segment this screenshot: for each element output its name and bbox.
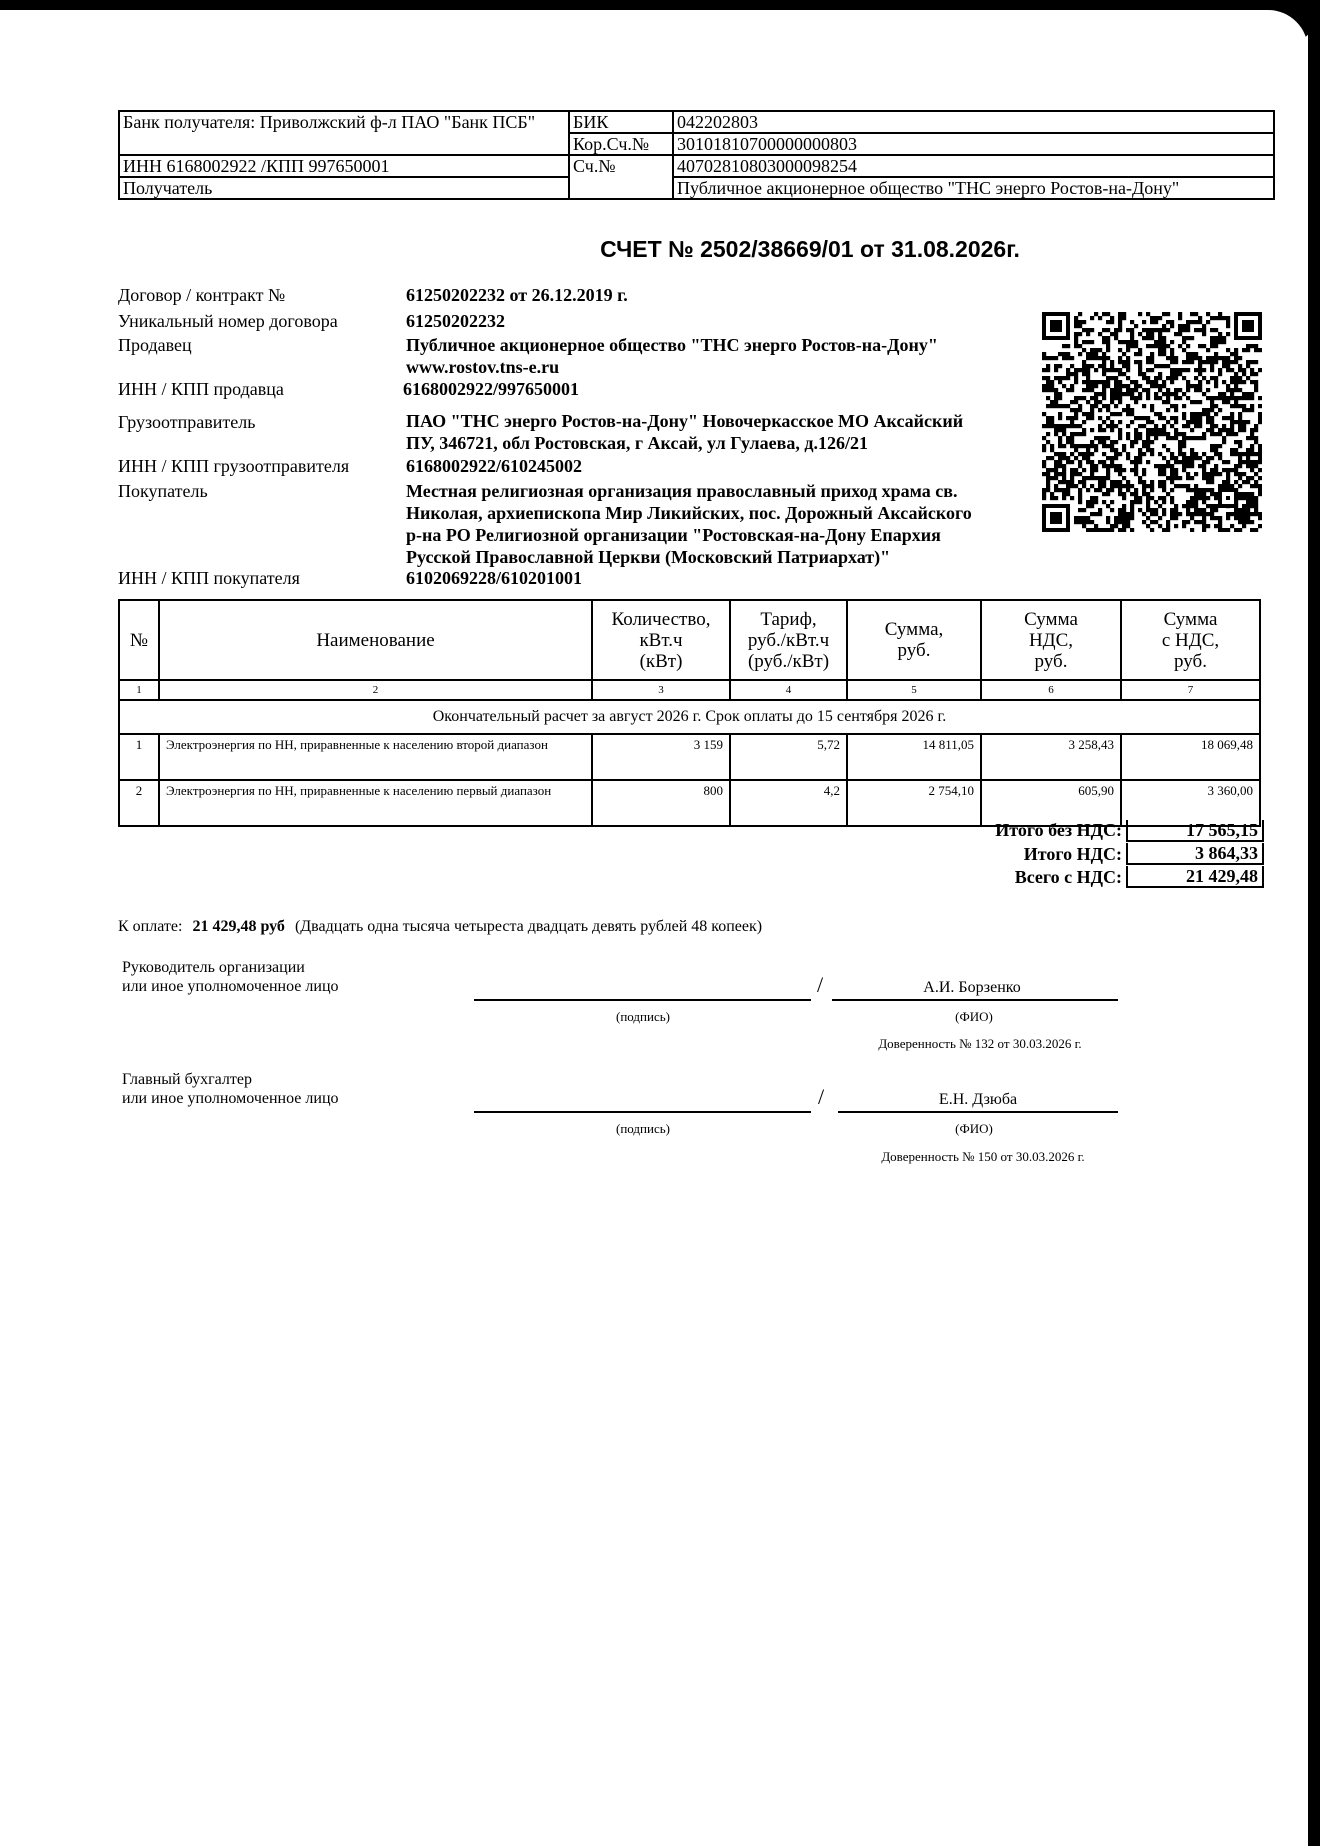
shipper-inn-value: 6168002922/610245002 [406, 456, 583, 476]
fio-caption: (ФИО) [955, 1121, 993, 1136]
column-number: 6 [981, 680, 1121, 700]
account-label: Сч.№ [569, 155, 673, 177]
recipient-value: Публичное акционерное общество "ТНС энерго Ростов-на-Дону" [673, 177, 1274, 199]
row-sum: 2 754,10 [847, 780, 981, 826]
header-quantity-line: Количество, [611, 608, 711, 630]
seller-inn-value: 6168002922/997650001 [403, 379, 580, 399]
director-title-line: или иное уполномоченное лицо [122, 978, 339, 995]
buyer-line-1: Местная религиозная организация православный приход храма св. [406, 481, 958, 501]
row-number: 2 [119, 780, 159, 826]
buyer-inn-label: ИНН / КПП покупателя [118, 568, 300, 588]
row-name: Электроэнергия по НН, приравненные к населению второй диапазон [159, 734, 592, 780]
header-total-line: руб. [1174, 650, 1207, 672]
accountant-signature-line [474, 1111, 811, 1113]
header-sum [847, 600, 981, 680]
row-vat: 3 258,43 [981, 734, 1121, 780]
row-total: 3 360,00 [1121, 780, 1260, 826]
recipient-label: Получатель [119, 177, 569, 199]
director-signature-line [474, 999, 811, 1001]
payment-label: К оплате: [118, 918, 183, 935]
total-no-vat-value: 17 565,15 [1126, 820, 1264, 842]
director-fio: А.И. Борзенко [923, 979, 1021, 996]
seller-label: Продавец [118, 335, 192, 355]
buyer-inn-value: 6102069228/610201001 [406, 568, 583, 588]
seller-value: Публичное акционерное общество "ТНС энерго Ростов-на-Дону" [406, 335, 938, 355]
korr-value: 30101810700000000803 [673, 133, 1274, 155]
director-title [122, 958, 339, 996]
accountant-title-line: или иное уполномоченное лицо [122, 1090, 339, 1107]
payment-line [118, 918, 762, 936]
director-proxy: Доверенность № 132 от 30.03.2026 г. [878, 1036, 1082, 1051]
payment-words: (Двадцать одна тысяча четыреста двадцать девять рублей 48 копеек) [294, 918, 763, 935]
contract-value: 61250202232 от 26.12.2019 г. [406, 285, 628, 305]
header-tariff-line: руб./кВт.ч [747, 629, 830, 651]
buyer-label: Покупатель [118, 481, 208, 501]
buyer-line-4: Русской Православной Церкви (Московский Патриархат)" [406, 547, 891, 567]
column-number: 3 [592, 680, 730, 700]
header-name: Наименование [159, 600, 592, 680]
qr-code-image [1042, 312, 1262, 532]
fio-caption: (ФИО) [955, 1009, 993, 1024]
seller-site: www.rostov.tns-e.ru [406, 357, 560, 377]
row-quantity: 800 [592, 780, 730, 826]
total-vat-value: 3 864,33 [1126, 843, 1264, 865]
column-number: 7 [1121, 680, 1260, 700]
row-tariff: 4,2 [730, 780, 847, 826]
payment-amount: 21 429,48 руб [192, 918, 285, 935]
row-number: 1 [119, 734, 159, 780]
header-quantity-line: (кВт) [639, 650, 683, 672]
header-total-line: с НДС, [1161, 629, 1220, 651]
section-title: Окончательный расчет за август 2026 г. Срок оплаты до 15 сентября 2026 г. [119, 700, 1260, 734]
accountant-title [122, 1070, 339, 1108]
header-tariff-line: Тариф, [760, 608, 817, 630]
accountant-title-line: Главный бухгалтер [122, 1071, 252, 1088]
items-table [118, 599, 1261, 827]
buyer-line-2: Николая, архиепископа Мир Ликийских, пос. Дорожный Аксайского [406, 503, 972, 523]
screen-frame-right [1308, 0, 1320, 1846]
header-sum-line: Сумма, [884, 619, 944, 640]
accountant-proxy: Доверенность № 150 от 30.03.2026 г. [881, 1149, 1085, 1164]
header-vat [981, 600, 1121, 680]
header-vat-line: Сумма [1024, 608, 1078, 630]
shipper-line-2: ПУ, 346721, обл Ростовская, г Аксай, ул Гулаева, д.126/21 [406, 433, 868, 453]
row-sum: 14 811,05 [847, 734, 981, 780]
total-all-label: Всего с НДС: [1014, 867, 1122, 887]
column-number: 5 [847, 680, 981, 700]
shipper-line-1: ПАО "ТНС энерго Ростов-на-Дону" Новочеркасское МО Аксайский [406, 411, 964, 431]
accountant-fio-line [838, 1111, 1118, 1113]
director-title-line: Руководитель организации [122, 959, 305, 976]
bik-label: БИК [569, 111, 673, 133]
header-quantity-line: кВт.ч [639, 629, 683, 651]
accountant-fio: Е.Н. Дзюба [938, 1091, 1018, 1108]
inn-kpp: ИНН 6168002922 /КПП 997650001 [119, 155, 569, 177]
row-vat: 605,90 [981, 780, 1121, 826]
korr-label: Кор.Сч.№ [569, 133, 673, 155]
header-total [1121, 600, 1260, 680]
separator-slash: / [817, 972, 824, 997]
total-vat-label: Итого НДС: [1023, 844, 1122, 864]
header-total-line: Сумма [1163, 608, 1218, 630]
header-sum-line: руб. [897, 640, 931, 661]
unique-value: 61250202232 [406, 311, 505, 331]
header-quantity [592, 600, 730, 680]
total-all-value: 21 429,48 [1126, 866, 1264, 888]
column-number: 4 [730, 680, 847, 700]
row-quantity: 3 159 [592, 734, 730, 780]
total-no-vat-label: Итого без НДС: [995, 820, 1122, 840]
table-row [119, 734, 1260, 780]
director-fio-line [832, 999, 1118, 1001]
bank-details-table [118, 110, 1275, 200]
account-value: 40702810803000098254 [673, 155, 1274, 177]
shipper-label: Грузоотправитель [118, 412, 256, 432]
header-vat-line: НДС, [1028, 629, 1074, 651]
column-number: 1 [119, 680, 159, 700]
header-tariff-line: (руб./кВт) [747, 650, 830, 672]
account-label-cont [569, 177, 673, 199]
bik-value: 042202803 [673, 111, 1274, 133]
column-number: 2 [159, 680, 592, 700]
header-number: № [119, 600, 159, 680]
separator-slash: / [818, 1084, 825, 1109]
row-total: 18 069,48 [1121, 734, 1260, 780]
signature-caption: (подпись) [616, 1009, 670, 1024]
unique-label: Уникальный номер договора [118, 311, 338, 331]
row-tariff: 5,72 [730, 734, 847, 780]
seller-inn-label: ИНН / КПП продавца [118, 379, 284, 399]
header-vat-line: руб. [1034, 650, 1068, 672]
signature-caption: (подпись) [616, 1121, 670, 1136]
row-name: Электроэнергия по НН, приравненные к населению первый диапазон [159, 780, 592, 826]
header-tariff [730, 600, 847, 680]
invoice-title: СЧЕТ № 2502/38669/01 от 31.08.2026г. [600, 236, 1020, 262]
shipper-inn-label: ИНН / КПП грузоотправителя [118, 456, 350, 476]
bank-name: Банк получателя: Приволжский ф-л ПАО "Банк ПСБ" [119, 111, 569, 155]
contract-label: Договор / контракт № [118, 285, 286, 305]
buyer-line-3: р-на РО Религиозной организации "Ростовская-на-Дону Епархия [406, 525, 941, 545]
